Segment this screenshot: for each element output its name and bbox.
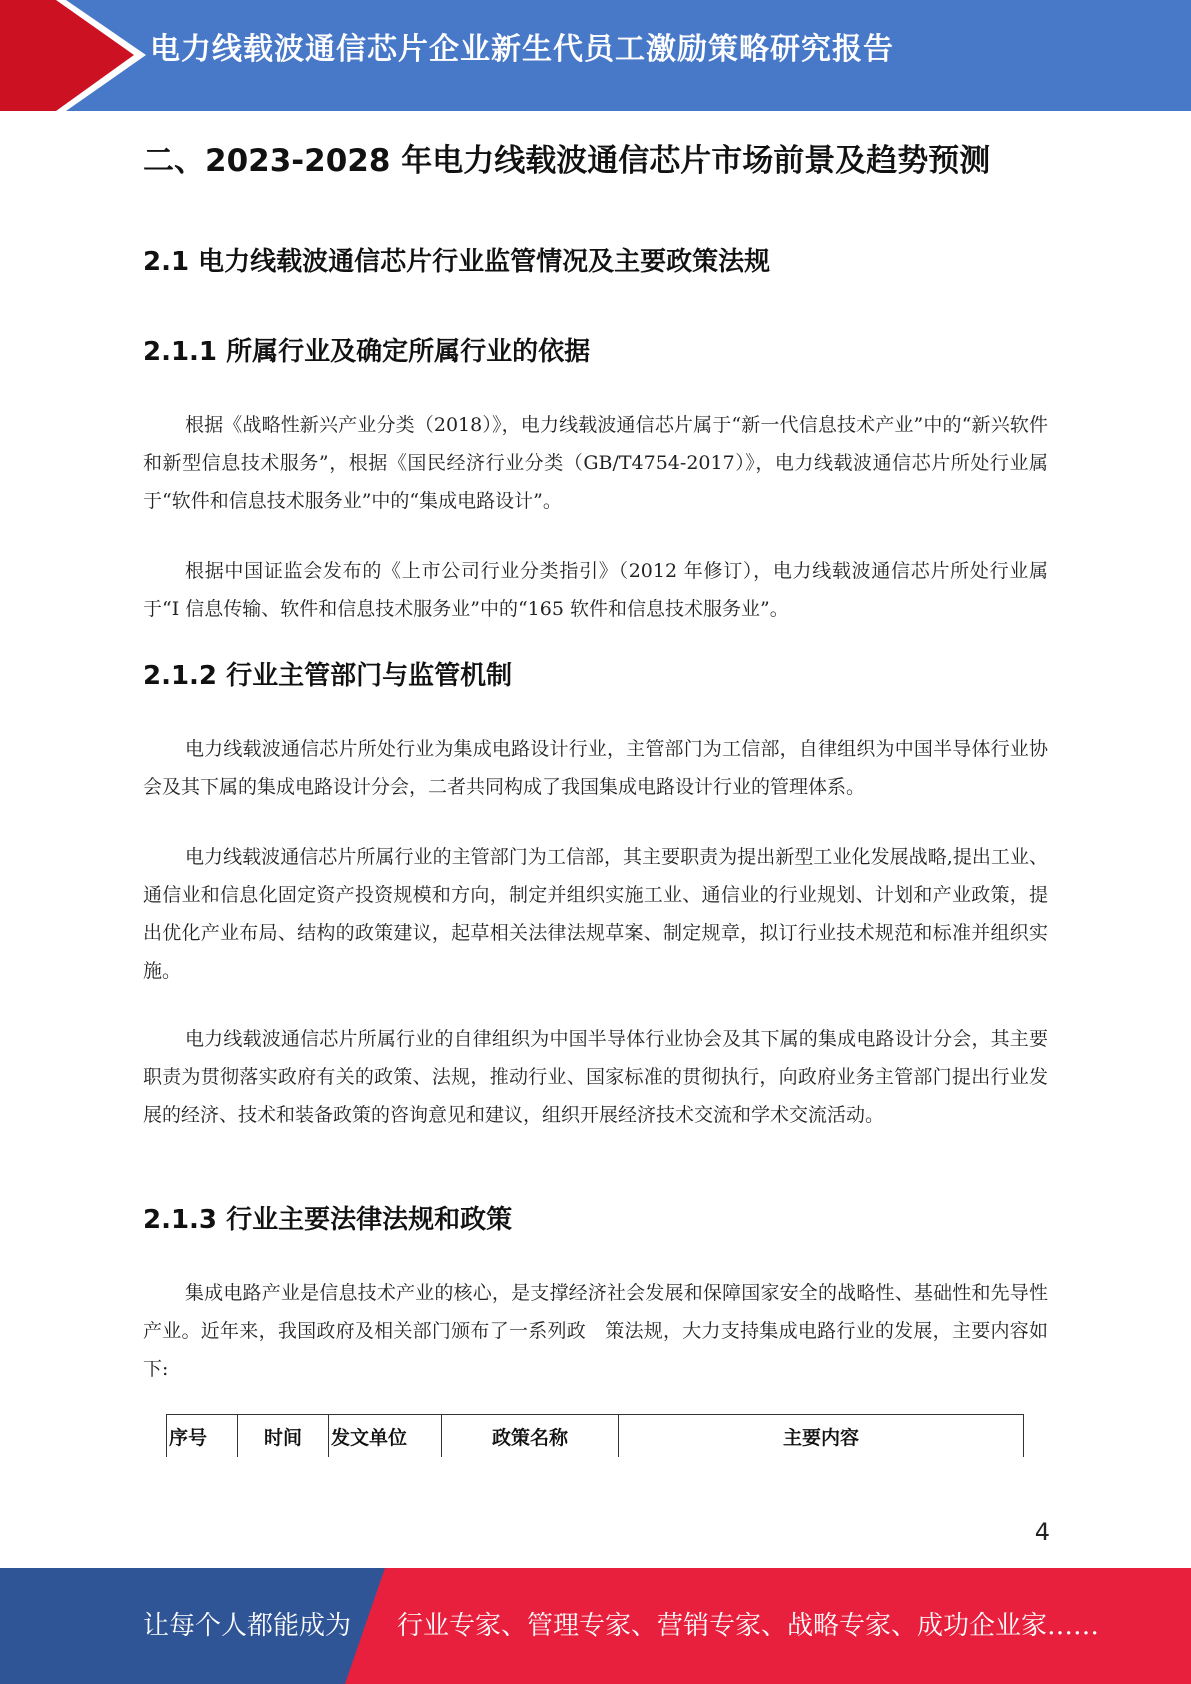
col-header-index: 序号: [167, 1415, 238, 1458]
paragraph: 根据《战略性新兴产业分类（2018）》，电力线载波通信芯片属于“新一代信息技术产业”中的“新兴软件和新型信息技术服务”，根据《国民经济行业分类（GB/T4754-2017）》，电力线载波通信芯片所处行业属于“软件和信息技术服务业”中的“集成电路设计”。: [143, 414, 1048, 512]
col-header-policy-name: 政策名称: [442, 1415, 619, 1458]
report-title: 电力线载波通信芯片企业新生代员工激励策略研究报告: [150, 32, 894, 67]
chapter-title: 二、2023-2028 年电力线载波通信芯片市场前景及趋势预测: [143, 143, 991, 179]
paragraph: 根据中国证监会发布的《上市公司行业分类指引》（2012 年修订），电力线载波通信芯片所处行业属于“I 信息传输、软件和信息技术服务业”中的“165 软件和信息技术服务业”。: [143, 560, 1048, 620]
section-2-1-3-title: 2.1.3 行业主要法律法规和政策: [143, 1205, 513, 1235]
page-footer: [0, 1568, 1191, 1684]
table-header-row: [167, 1415, 1024, 1458]
paragraph: 电力线载波通信芯片所属行业的主管部门为工信部，其主要职责为提出新型工业化发展战略,提出工业、通信业和信息化固定资产投资规模和方向，制定并组织实施工业、通信业的行业规划、计划和产业政策，提出优化产业布局、结构的政策建议，起草相关法律法规草案、制定规章，拟订行业技术规范和标准并组织实施。: [143, 846, 1048, 982]
section-2-1-1-title: 2.1.1 所属行业及确定所属行业的依据: [143, 337, 591, 367]
paragraph: 集成电路产业是信息技术产业的核心，是支撑经济社会发展和保障国家安全的战略性、基础性和先导性产业。近年来，我国政府及相关部门颁布了一系列政 策法规，大力支持集成电路行业的发展，主要内容如下:: [143, 1282, 1048, 1380]
col-header-issuer: 发文单位: [329, 1415, 442, 1458]
footer-slogan-right: 行业专家、管理专家、营销专家、战略专家、成功企业家……: [397, 1611, 1100, 1641]
col-header-time: 时间: [238, 1415, 329, 1458]
paragraph: 电力线载波通信芯片所属行业的自律组织为中国半导体行业协会及其下属的集成电路设计分会，其主要职责为贯彻落实政府有关的政策、法规，推动行业、国家标准的贯彻执行，向政府业务主管部门提出行业发展的经济、技术和装备政策的咨询意见和建议，组织开展经济技术交流和学术交流活动。: [143, 1028, 1048, 1126]
policy-table: [166, 1414, 1024, 1457]
section-2-1-2-title: 2.1.2 行业主管部门与监管机制: [143, 661, 513, 691]
page-number: 4: [1034, 1518, 1050, 1546]
col-header-main-content: 主要内容: [619, 1415, 1024, 1458]
paragraph: 电力线载波通信芯片所处行业为集成电路设计行业，主管部门为工信部，自律组织为中国半导体行业协会及其下属的集成电路设计分会，二者共同构成了我国集成电路设计行业的管理体系。: [143, 738, 1048, 798]
section-2-1-title: 2.1 电力线载波通信芯片行业监管情况及主要政策法规: [143, 247, 771, 277]
footer-slogan-left: 让每个人都能成为: [143, 1611, 352, 1641]
